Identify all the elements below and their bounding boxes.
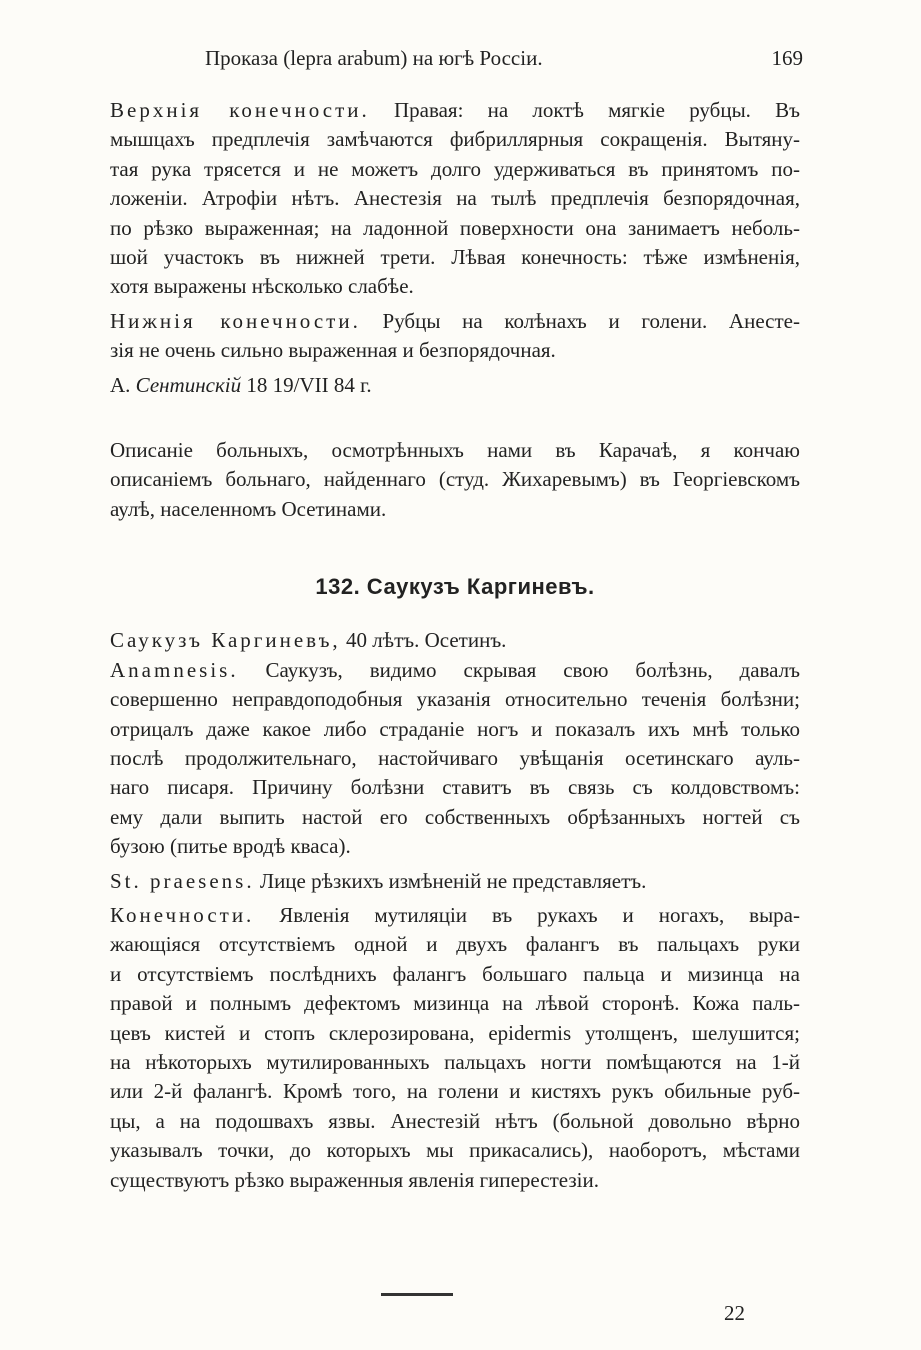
text-line: цевъ кистей и стопъ склерозирована, epidermis утолщенъ, шелушится;	[110, 1020, 800, 1045]
paragraph-patient	[110, 626, 800, 655]
text-line: Явленія мутиляціи въ рукахъ и ногахъ, выра-	[279, 902, 800, 927]
text-line: хотя выражены нѣсколько слабѣе.	[110, 274, 414, 299]
text-line: совершенно неправдоподобныя указанія относительно теченія болѣзни;	[110, 687, 800, 712]
text-line: существуютъ рѣзко выраженныя явленія гиперестезіи.	[110, 1167, 599, 1192]
paragraph-status-praesens	[110, 867, 800, 896]
text-line: ему дали выпить настой его собственныхъ обрѣзанныхъ ногтей съ	[110, 804, 800, 829]
text-line: Правая: на локтѣ мягкіе рубцы. Въ	[393, 98, 801, 122]
text-line: Лице рѣзкихъ измѣненій не представляетъ.	[259, 868, 647, 893]
text-line: цы, а на подошвахъ язвы. Анестезій нѣтъ (больной довольно вѣрно	[110, 1108, 800, 1133]
paragraph-lower-limbs	[110, 307, 800, 366]
text-line: описаніемъ больнаго, найденнаго (студ. Жихаревымъ) въ Георгіевскомъ	[110, 467, 800, 492]
text-line: Саукузъ, видимо скрывая свою болѣзнь, давалъ	[265, 657, 801, 682]
paragraph-upper-limbs	[110, 96, 800, 302]
signature-mark: 22	[724, 1301, 745, 1325]
signature-prefix: А.	[110, 372, 131, 397]
text-line: или 2-й фалангѣ. Кромѣ того, на голени и кистяхъ рукъ обильные руб-	[110, 1079, 800, 1104]
text-line: тая рука трясется и не можетъ долго удерживаться въ принятомъ по-	[110, 156, 800, 181]
signature-date: 18 19/VII 84 г.	[246, 372, 372, 397]
paragraph-transition	[110, 436, 800, 524]
heading-status-praesens: St. praesens.	[110, 868, 255, 893]
paragraph-anamnesis	[110, 656, 800, 862]
section-title: 132. Саукузъ Каргиневъ.	[315, 574, 595, 600]
text-line: послѣ продолжительнаго, настойчиваго увѣщанія осетинскаго ауль-	[110, 745, 800, 770]
signature-line	[110, 371, 800, 400]
heading-anamnesis: Anamnesis.	[110, 657, 239, 682]
text-line: по рѣзко выраженная; на ладонной поверхности она занимаетъ неболь-	[110, 215, 800, 240]
signature-name: Сентинскій	[135, 372, 242, 397]
text-line: ложеніи. Атрофіи нѣтъ. Анестезія на тылѣ предплечія безпорядочная,	[110, 186, 800, 211]
text-line: зія не очень сильно выраженная и безпорядочная.	[110, 338, 556, 363]
text-line: указывалъ точки, до которыхъ мы прикасались), наоборотъ, мѣстами	[110, 1138, 800, 1163]
patient-name: Саукузъ Каргиневъ,	[110, 628, 341, 653]
heading-extremities: Конечности.	[110, 902, 255, 927]
text-line: бузою (питье вродѣ кваса).	[110, 834, 351, 859]
running-head-title: Проказа (lepra arabum) на югѣ Россіи.	[205, 46, 543, 70]
text-line: аулѣ, населенномъ Осетинами.	[110, 496, 387, 521]
patient-details: 40 лѣтъ. Осетинъ.	[345, 628, 507, 653]
text-line: отрицалъ даже какое либо страданіе ногъ и показалъ ихъ мнѣ только	[110, 716, 800, 741]
text-line: шой участокъ въ нижней трети. Лѣвая конечность: тѣже измѣненія,	[110, 245, 800, 270]
text-line: мышцахъ предплечія замѣчаются фибриллярныя сокращенія. Вытяну-	[110, 127, 800, 152]
text-line: Описаніе больныхъ, осмотрѣнныхъ нами въ Карачаѣ, я кончаю	[110, 438, 800, 463]
text-line: жающіяся отсутствіемъ одной и двухъ фалангъ въ пальцахъ руки	[110, 932, 800, 957]
text-line: и отсутствіемъ послѣднихъ фалангъ большаго пальца и мизинца на	[110, 961, 800, 986]
text-line: правой и полнымъ дефектомъ мизинца на лѣвой сторонѣ. Кожа паль-	[110, 991, 800, 1016]
page-number: 169	[771, 46, 803, 70]
text-line: на нѣкоторыхъ мутилированныхъ пальцахъ ногти помѣщаются на 1-й	[110, 1049, 800, 1074]
text-line: Рубцы на колѣнахъ и голени. Анесте-	[382, 308, 800, 333]
paragraph-extremities	[110, 901, 800, 1195]
heading-upper-limbs: Верхнія конечности.	[110, 98, 370, 122]
body-text	[110, 96, 800, 1195]
heading-lower-limbs: Нижнія конечности.	[110, 308, 361, 333]
footer-rule	[381, 1293, 453, 1296]
text-line: наго писаря. Причину болѣзни ставитъ въ связь съ колдовствомъ:	[110, 775, 800, 800]
